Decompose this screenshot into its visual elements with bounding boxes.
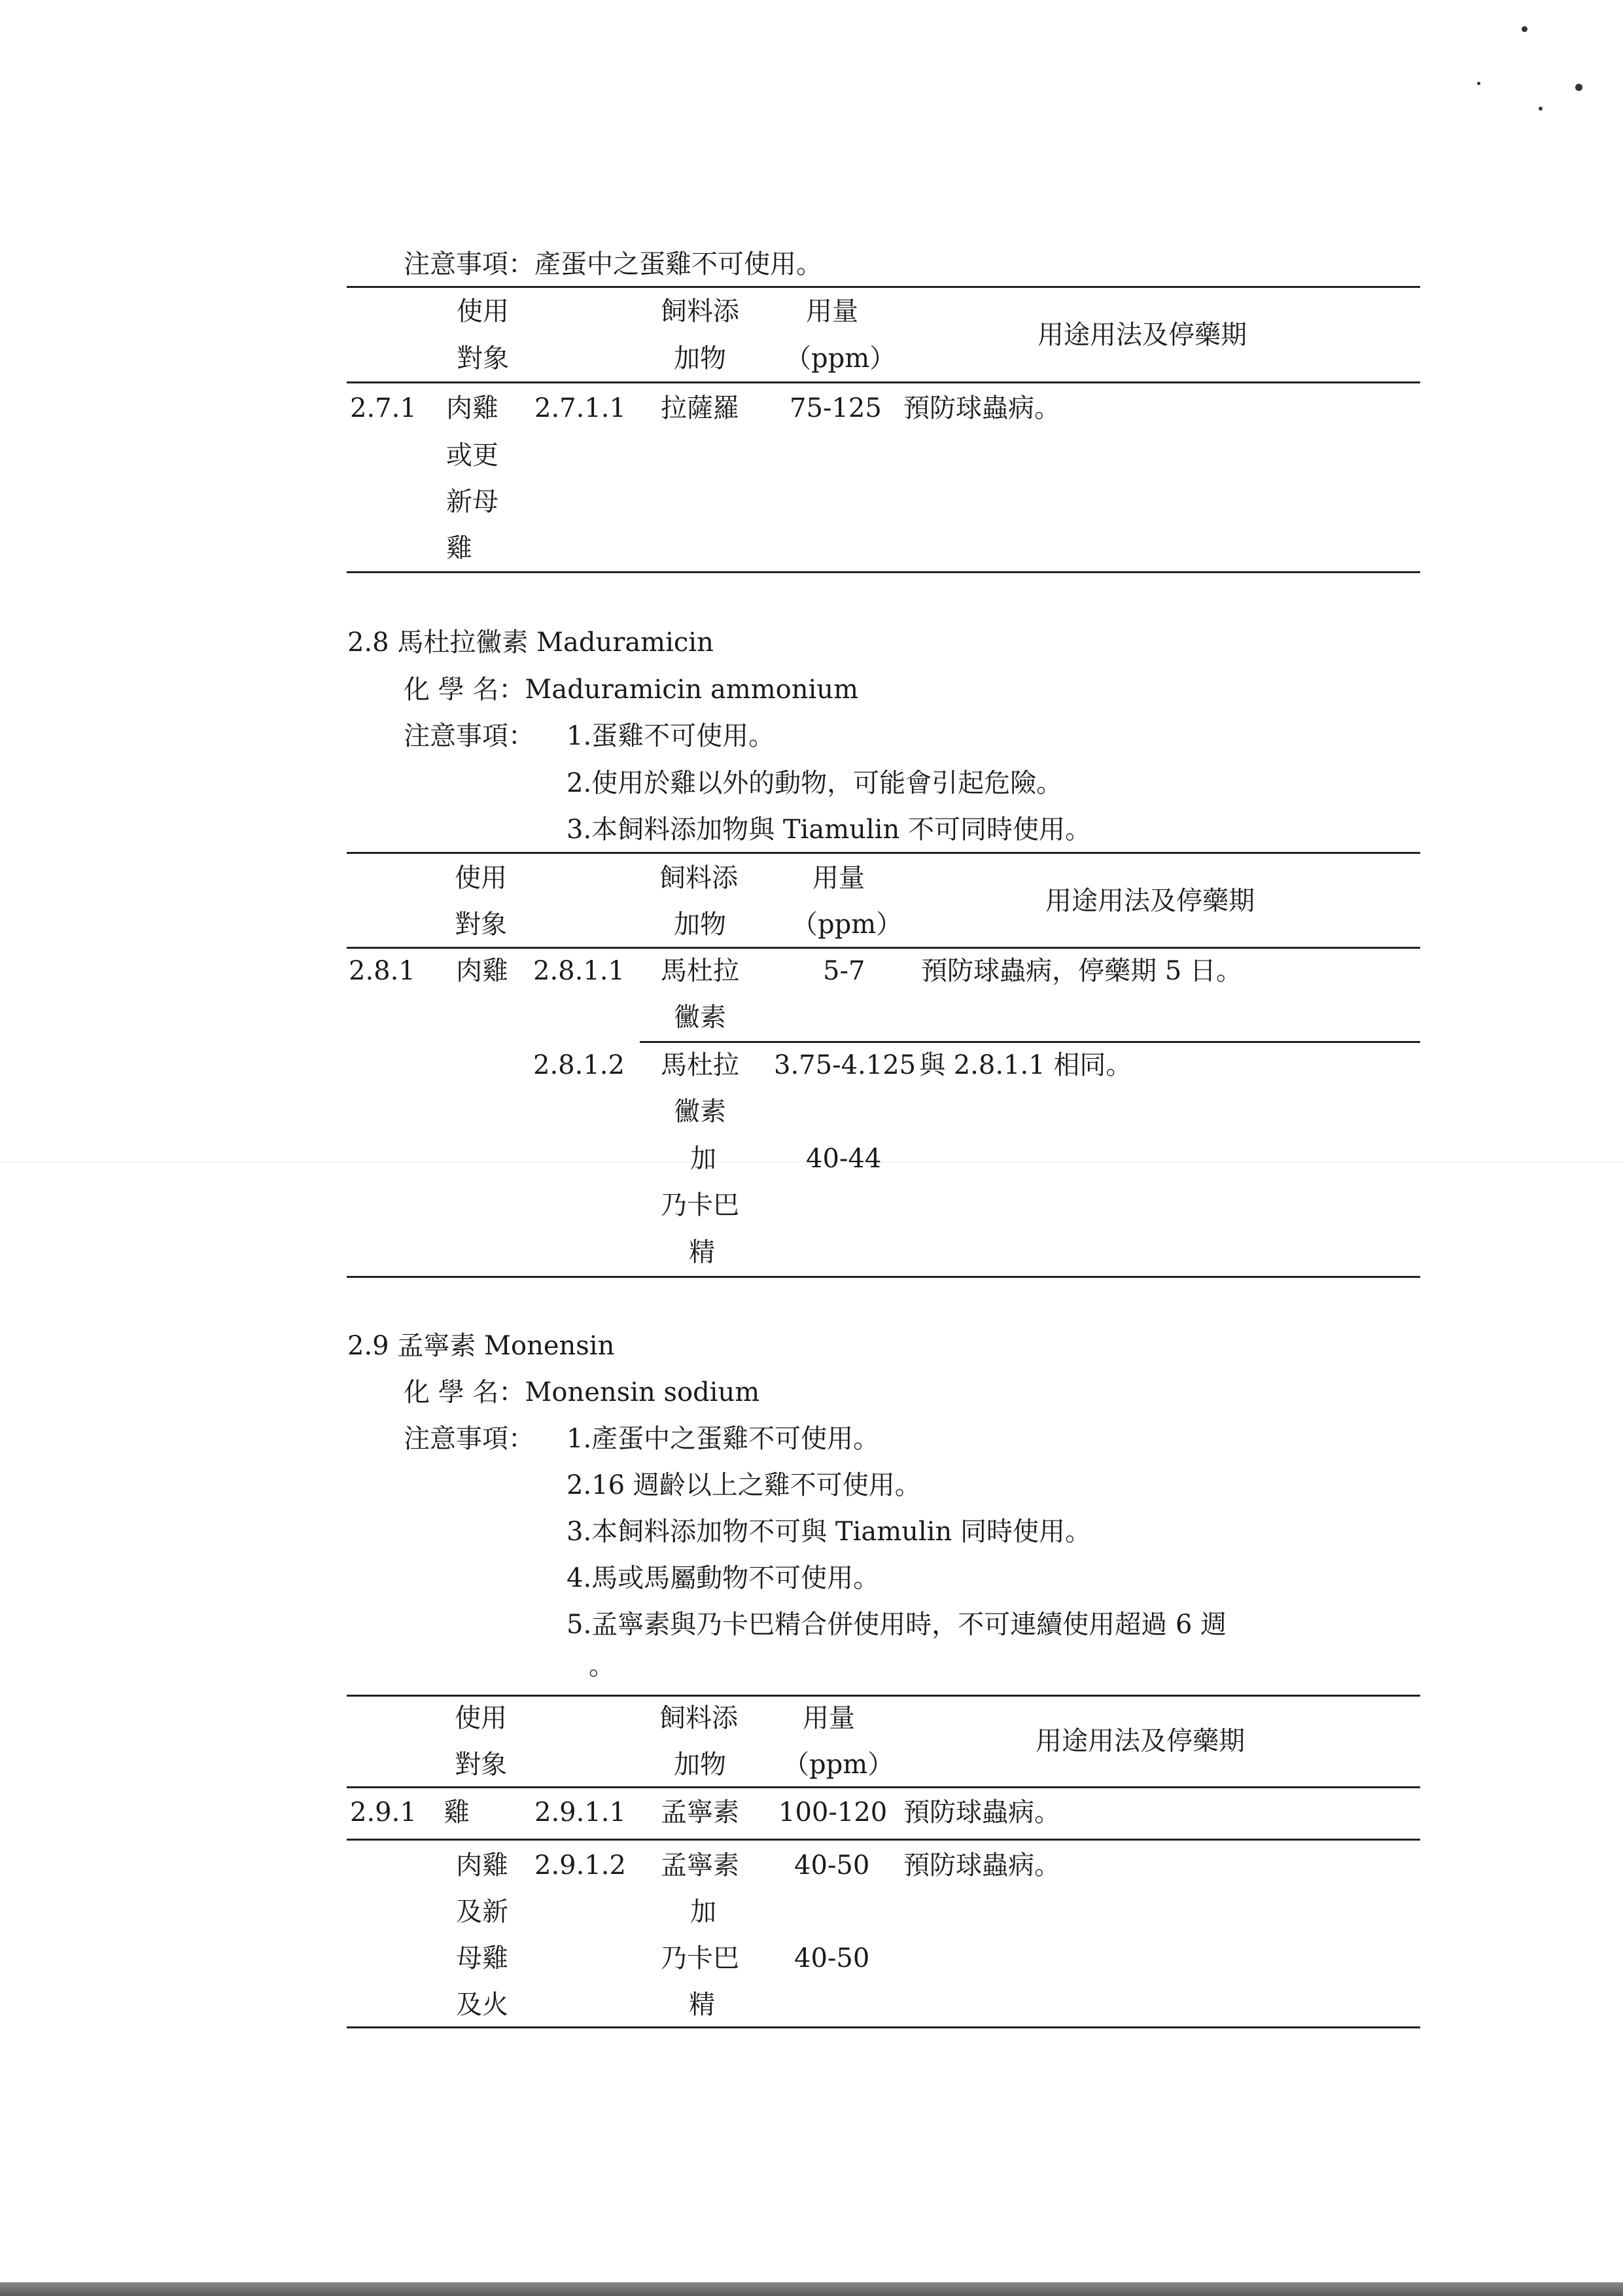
s29-row-divider	[347, 1839, 1420, 1841]
s28-r2-additive-2: 黴素	[674, 1097, 726, 1127]
s28-r2-additive-1: 馬杜拉	[661, 1050, 739, 1080]
s27-hdr-target-1: 使用	[457, 296, 509, 327]
s28-hdr-additive-2: 加物	[674, 910, 726, 940]
s28-r2-dose-2: 40-44	[806, 1144, 882, 1174]
s28-note-label: 注意事項：	[404, 721, 534, 751]
s27-row-target-3: 新母	[446, 487, 498, 517]
scan-speck	[1522, 26, 1527, 32]
s28-r2-additive-3: 加	[690, 1144, 716, 1174]
paper-fold-crease	[0, 1161, 1623, 1163]
s29-r2-additive-4: 精	[689, 1990, 715, 2020]
s27-row-num: 2.7.1	[350, 393, 417, 423]
s28-hdr-usage: 用途用法及停藥期	[1045, 886, 1255, 916]
s29-r2-target-4: 及火	[456, 1990, 508, 2020]
s28-r2-dose-1: 3.75-4.125	[774, 1050, 916, 1080]
s27-hdr-target-2: 對象	[457, 344, 509, 374]
s27-row-target-2: 或更	[446, 440, 498, 470]
s28-r1-dose: 5-7	[823, 956, 865, 986]
s29-r2-target-1: 肉雞	[456, 1850, 508, 1881]
s29-note-5-tail: 。	[589, 1651, 615, 1681]
s27-header-rule	[347, 381, 1420, 383]
s28-hdr-dose-2: （ppm）	[792, 910, 903, 940]
s29-r1-num: 2.9.1	[350, 1797, 417, 1828]
s28-note-1: 1.蛋雞不可使用。	[567, 721, 775, 751]
s28-r2-usage: 與 2.8.1.1 相同。	[919, 1050, 1132, 1080]
s27-hdr-dose-2: （ppm）	[785, 344, 896, 374]
s29-chem-name: 化 學 名：Monensin sodium	[404, 1377, 760, 1407]
s29-r1-additive: 孟寧素	[661, 1797, 739, 1828]
s29-r1-sub: 2.9.1.1	[534, 1797, 626, 1828]
s28-r1-target: 肉雞	[456, 956, 508, 986]
s27-note: 注意事項：產蛋中之蛋雞不可使用。	[404, 249, 822, 279]
s28-hdr-additive-1: 飼料添	[659, 863, 738, 893]
s28-chem-name: 化 學 名：Maduramicin ammonium	[404, 675, 858, 705]
s27-row-usage: 預防球蟲病。	[903, 393, 1060, 423]
s27-row-sub: 2.7.1.1	[534, 393, 626, 423]
s27-row-dose: 75-125	[790, 393, 882, 423]
s29-r2-additive-3: 乃卡巴	[661, 1943, 739, 1973]
s28-hdr-target-2: 對象	[455, 910, 507, 940]
s28-table-bottom-rule	[347, 1276, 1420, 1278]
s28-hdr-dose-1: 用量	[812, 863, 865, 893]
s28-title: 2.8 馬杜拉黴素 Maduramicin	[347, 627, 714, 658]
s29-hdr-additive-2: 加物	[674, 1750, 726, 1780]
s29-r2-additive-2: 加	[690, 1897, 716, 1927]
s29-note-2: 2.16 週齡以上之雞不可使用。	[567, 1470, 921, 1500]
s27-hdr-usage: 用途用法及停藥期	[1038, 320, 1247, 350]
scan-speck	[1575, 84, 1582, 91]
s29-note-5: 5.孟寧素與乃卡巴精合併使用時，不可連續使用超過 6 週	[567, 1610, 1227, 1640]
s27-hdr-dose-1: 用量	[806, 296, 858, 327]
s29-table-top-rule	[347, 1695, 1420, 1697]
s27-row-additive: 拉薩羅	[661, 393, 739, 423]
s29-note-4: 4.馬或馬屬動物不可使用。	[567, 1563, 880, 1593]
s27-hdr-additive-2: 加物	[674, 344, 726, 374]
s29-title: 2.9 孟寧素 Monensin	[347, 1331, 615, 1361]
s28-row-divider	[640, 1041, 1420, 1043]
s29-table-bottom-rule	[347, 2026, 1420, 2028]
s28-r1-sub: 2.8.1.1	[533, 956, 625, 986]
s29-r2-dose-2: 40-50	[794, 1943, 870, 1973]
scan-speck	[1477, 82, 1480, 85]
s29-hdr-target-2: 對象	[455, 1750, 507, 1780]
s28-r1-usage: 預防球蟲病，停藥期 5 日。	[921, 956, 1242, 986]
s27-table-bottom-rule	[347, 571, 1420, 573]
s29-hdr-additive-1: 飼料添	[659, 1703, 738, 1733]
s29-r1-usage: 預防球蟲病。	[903, 1797, 1060, 1828]
s28-r2-additive-5: 精	[689, 1237, 715, 1267]
s29-r1-dose: 100-120	[778, 1797, 888, 1828]
s29-hdr-dose-1: 用量	[803, 1703, 855, 1733]
s29-r1-target: 雞	[444, 1797, 470, 1828]
s28-r1-additive-2: 黴素	[674, 1002, 726, 1033]
s28-header-rule	[347, 947, 1420, 949]
scan-speck	[1539, 107, 1543, 111]
s29-hdr-target-1: 使用	[455, 1703, 507, 1733]
s29-note-1: 1.產蛋中之蛋雞不可使用。	[567, 1424, 880, 1454]
s27-hdr-additive-1: 飼料添	[661, 296, 739, 327]
s28-hdr-target-1: 使用	[455, 863, 507, 893]
s29-note-3: 3.本飼料添加物不可與 Tiamulin 同時使用。	[567, 1517, 1091, 1547]
s29-r2-additive-1: 孟寧素	[661, 1850, 739, 1881]
s27-table-top-rule	[347, 286, 1420, 288]
s28-r1-num: 2.8.1	[349, 956, 415, 986]
s29-note-label: 注意事項：	[404, 1424, 534, 1454]
s28-note-3: 3.本飼料添加物與 Tiamulin 不可同時使用。	[567, 815, 1091, 845]
s28-table-top-rule	[347, 852, 1420, 854]
s29-r2-target-3: 母雞	[456, 1943, 508, 1973]
s28-r2-additive-4: 乃卡巴	[661, 1190, 739, 1220]
s29-r2-sub: 2.9.1.2	[534, 1850, 626, 1881]
s27-row-target-1: 肉雞	[446, 393, 498, 423]
s29-r2-target-2: 及新	[456, 1897, 508, 1927]
s27-row-target-4: 雞	[446, 533, 472, 563]
s29-hdr-dose-2: （ppm）	[783, 1750, 894, 1780]
s29-header-rule	[347, 1786, 1420, 1788]
s28-r1-additive-1: 馬杜拉	[661, 956, 739, 986]
scanner-bottom-edge	[0, 2282, 1623, 2296]
s29-r2-dose-1: 40-50	[794, 1850, 870, 1881]
s29-hdr-usage: 用途用法及停藥期	[1036, 1726, 1245, 1756]
s28-r2-sub: 2.8.1.2	[533, 1050, 625, 1080]
s28-note-2: 2.使用於雞以外的動物，可能會引起危險。	[567, 768, 1063, 798]
s29-r2-usage: 預防球蟲病。	[903, 1850, 1060, 1881]
